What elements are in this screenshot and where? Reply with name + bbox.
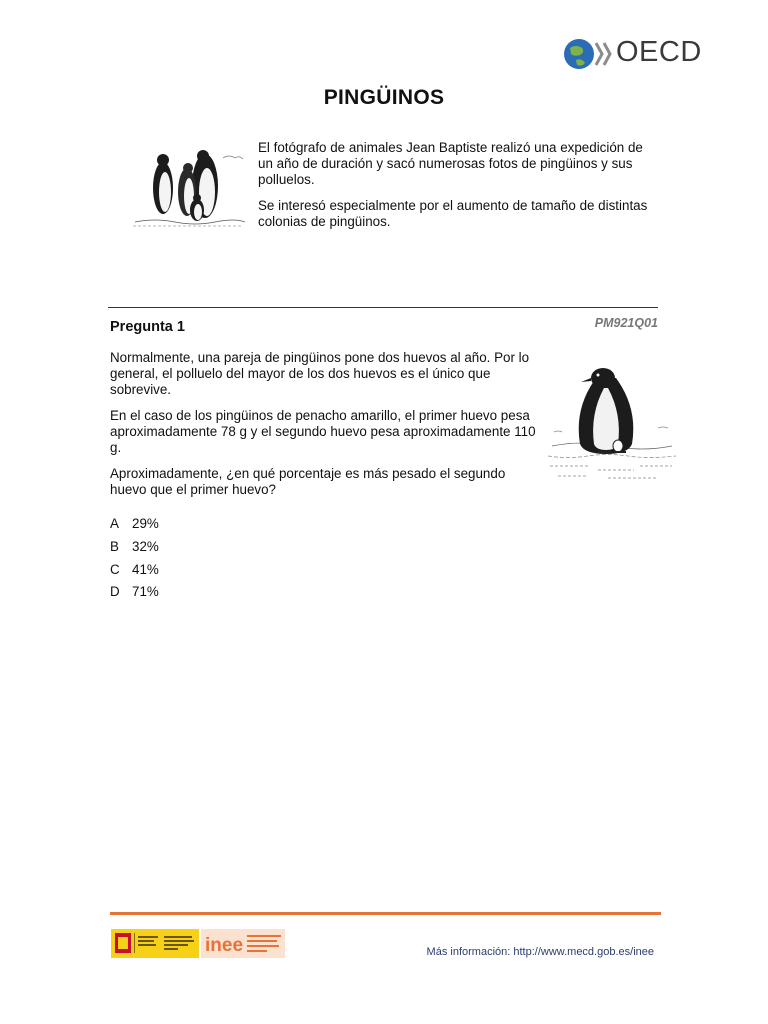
intro-paragraph: El fotógrafo de animales Jean Baptiste realizó una expedición de un año de duración y sacó numerosas fotos de pingüinos y sus polluelos.	[258, 140, 643, 187]
option-text: 32%	[132, 538, 159, 554]
footer-info-link[interactable]: Más información: http://www.mecd.gob.es/inee	[426, 946, 654, 958]
penguin-with-egg-image	[548, 358, 676, 484]
option-letter: C	[110, 561, 120, 577]
intro-text	[258, 140, 658, 240]
question-body	[110, 350, 540, 508]
oecd-wordmark: OECD	[616, 36, 702, 68]
option-b[interactable]	[110, 536, 159, 559]
option-letter: D	[110, 584, 120, 600]
question-code: PM921Q01	[594, 316, 658, 330]
answer-options	[110, 513, 159, 604]
svg-text:inee: inee	[205, 935, 244, 956]
penguins-group-image	[133, 148, 245, 230]
option-text: 41%	[132, 561, 159, 577]
section-divider	[108, 307, 658, 308]
option-c[interactable]	[110, 559, 159, 582]
option-text: 29%	[132, 516, 159, 531]
oecd-logo	[562, 34, 704, 74]
question-paragraph: En el caso de los pingüinos de penacho amarillo, el primer huevo pesa aproximadamente 78 g y el segundo huevo pesa aproximadamente 110 g.	[110, 408, 536, 455]
question-paragraph: Normalmente, una pareja de pingüinos pone dos huevos al año. Por lo general, el polluelo del mayor de los dos huevos es el único que sobrevive.	[110, 350, 530, 397]
footer-divider	[110, 912, 661, 915]
question-paragraph: Aproximadamente, ¿en qué porcentaje es más pesado el segundo huevo que el primer huevo?	[110, 466, 506, 497]
option-letter: B	[110, 538, 119, 554]
option-text: 71%	[132, 584, 159, 600]
page-title: PINGÜINOS	[323, 86, 445, 109]
option-a[interactable]	[110, 513, 159, 536]
question-title: Pregunta 1	[110, 319, 185, 335]
footer-logos	[111, 929, 285, 958]
intro-paragraph: Se interesó especialmente por el aumento de tamaño de distintas colonias de pingüinos.	[258, 198, 648, 229]
option-d[interactable]	[110, 581, 159, 604]
option-letter: A	[110, 516, 119, 531]
globe-icon	[562, 34, 616, 74]
